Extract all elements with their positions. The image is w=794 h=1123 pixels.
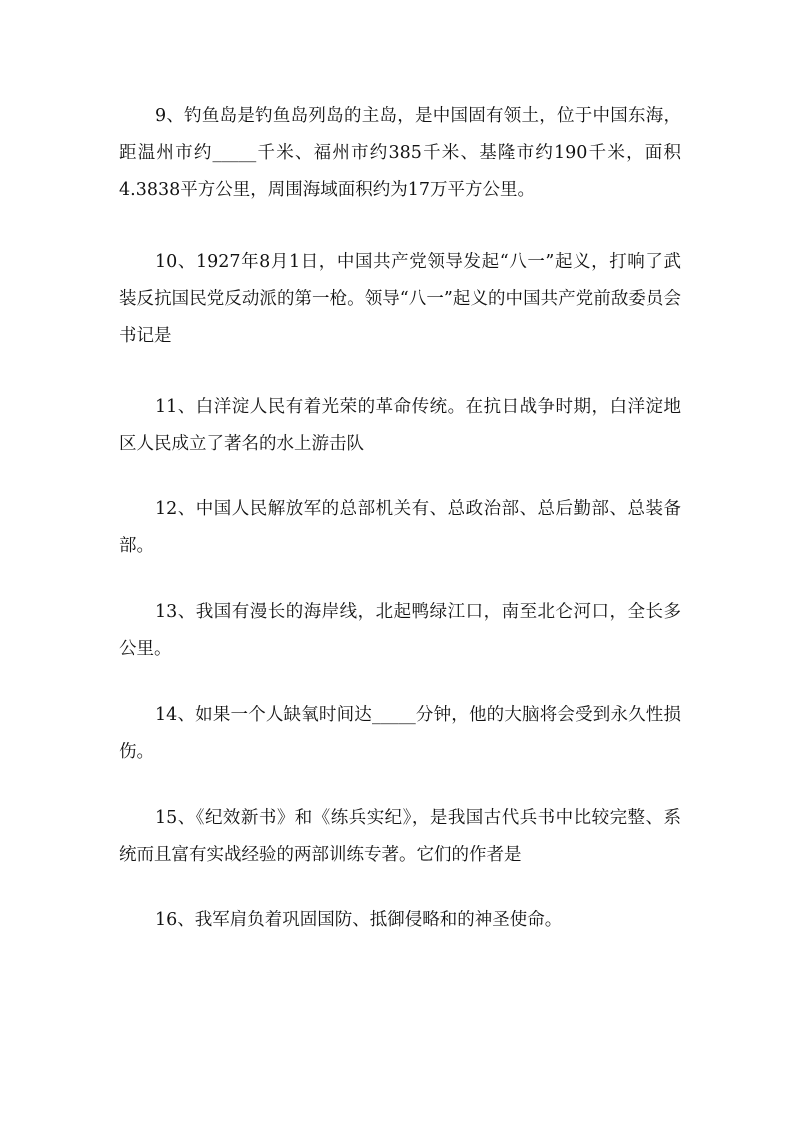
question-number: 15、	[155, 808, 196, 828]
question-number: 12、	[155, 499, 196, 519]
question-text: 钓鱼岛是钓鱼岛列岛的主岛，是中国固有领土，位于中国东海，距温州市约_____千米、福州市约385千米、基隆市约190千米，面积4.3838平方公里，周围海域面积约为17万平方公里。	[119, 106, 682, 200]
question-11	[119, 389, 681, 463]
question-9	[119, 98, 681, 209]
question-number: 13、	[155, 602, 196, 622]
question-number: 14、	[155, 705, 196, 725]
question-10	[119, 244, 681, 355]
question-16	[119, 902, 681, 939]
question-14	[119, 697, 681, 771]
question-number: 16、	[155, 910, 195, 930]
question-text: 我军肩负着巩固国防、抵御侵略和的神圣使命。	[194, 910, 563, 930]
question-12	[119, 491, 681, 565]
question-text: 如果一个人缺氧时间达_____分钟，他的大脑将会受到永久性损伤。	[119, 705, 681, 762]
question-number: 11、	[155, 397, 196, 417]
question-15	[119, 800, 681, 874]
question-number: 10、	[155, 252, 196, 272]
question-text: 我国有漫长的海岸线，北起鸭绿江口，南至北仑河口，全长多公里。	[119, 602, 681, 659]
question-text: 白洋淀人民有着光荣的革命传统。在抗日战争时期，白洋淀地区人民成立了著名的水上游击队	[119, 397, 681, 454]
question-text: 《纪效新书》和《练兵实纪》，是我国古代兵书中比较完整、系统而且富有实战经验的两部训练专著。它们的作者是	[119, 808, 681, 865]
question-text: 1927年8月1日，中国共产党领导发起“八一”起义，打响了武装反抗国民党反动派的第一枪。领导“八一”起义的中国共产党前敌委员会书记是	[119, 252, 681, 346]
question-13	[119, 594, 681, 668]
question-text: 中国人民解放军的总部机关有、总政治部、总后勤部、总装备部。	[119, 499, 681, 556]
question-number: 9、	[155, 106, 185, 126]
